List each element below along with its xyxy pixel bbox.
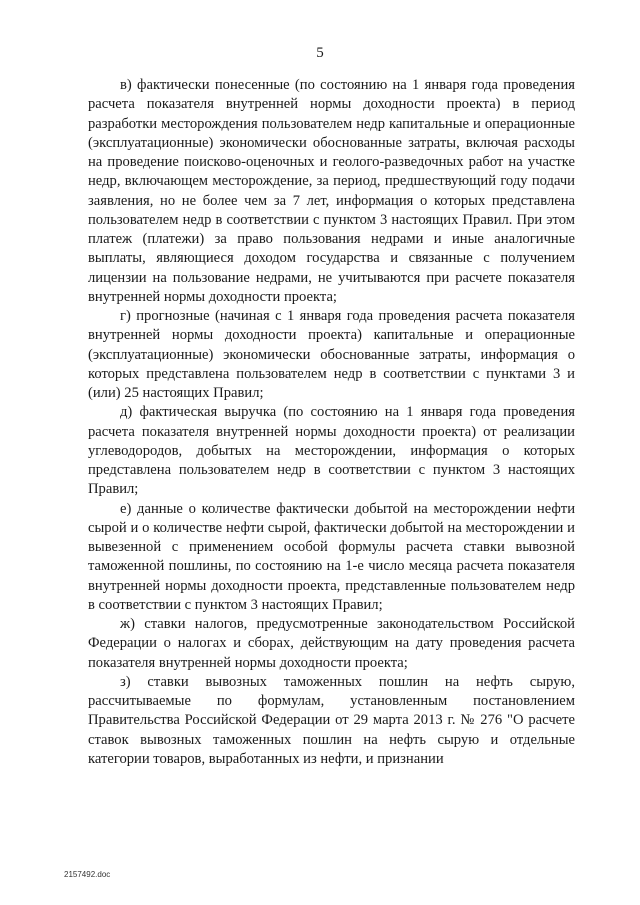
paragraph-d: д) фактическая выручка (по состоянию на 1 января года проведения расчета показателя внутренней нормы доходности проекта) от реализации углеводородов, добытых на месторождении, информация о которых представлена пользователем недр в соответствии с пунктом 3 настоящих Правил; <box>88 404 575 498</box>
paragraph-g: г) прогнозные (начиная с 1 января года проведения расчета показателя внутренней нормы доходности проекта) капитальные и операционные (эксплуатационные) экономически обоснованные затраты, информация о которых представлена пользователем недр в соответствии с пунктами 3 и (или) 25 настоящих Правил; <box>88 308 575 401</box>
paragraph-z: з) ставки вывозных таможенных пошлин на нефть сырую, рассчитываемые по формулам, установленным постановлением Правительства Российской Федерации от 29 марта 2013 г. № 276 "О расчете ставок вывозных таможенных пошлин на нефть сырую и отдельные категории товаров, выработанных из нефти, и признании <box>88 673 575 767</box>
footer-file-code: 2157492.doc <box>64 870 111 879</box>
document-body <box>88 76 575 769</box>
page-number: 5 <box>316 45 324 61</box>
paragraph-zh: ж) ставки налогов, предусмотренные законодательством Российской Федерации о налогах и сборах, действующим на дату проведения расчета показателя внутренней нормы доходности проекта; <box>88 616 575 671</box>
paragraph-v: в) фактически понесенные (по состоянию на 1 января года проведения расчета показателя внутренней нормы доходности проекта) в период разработки месторождения пользователем недр капитальные и операционные (эксплуатационные) экономически обоснованные затраты, включая расходы на проведение поисково-оценочных и геолого-разведочных работ на участке недр, включающем месторождение, за период, предшествующий году подачи заявления, но не более чем за 7 лет, информация о которых представлена пользователем недр в соответствии с пунктом 3 настоящих Правил. При этом платеж (платежи) за право пользования недрами и иные аналогичные выплаты, являющиеся доходом государства и связанные с получением лицензии на пользование недрами, не учитываются при расчете показателя внутренней нормы доходности проекта; <box>88 77 575 305</box>
paragraph-e: е) данные о количестве фактически добытой на месторождении нефти сырой и о количестве нефти сырой, фактически добытой на месторождении и вывезенной с применением особой формулы расчета ставки вывозной таможенной пошлины, по состоянию на 1-е число месяца расчета показателя внутренней нормы доходности проекта, представленные пользователем недр в соответствии с пунктом 3 настоящих Правил; <box>88 500 575 613</box>
